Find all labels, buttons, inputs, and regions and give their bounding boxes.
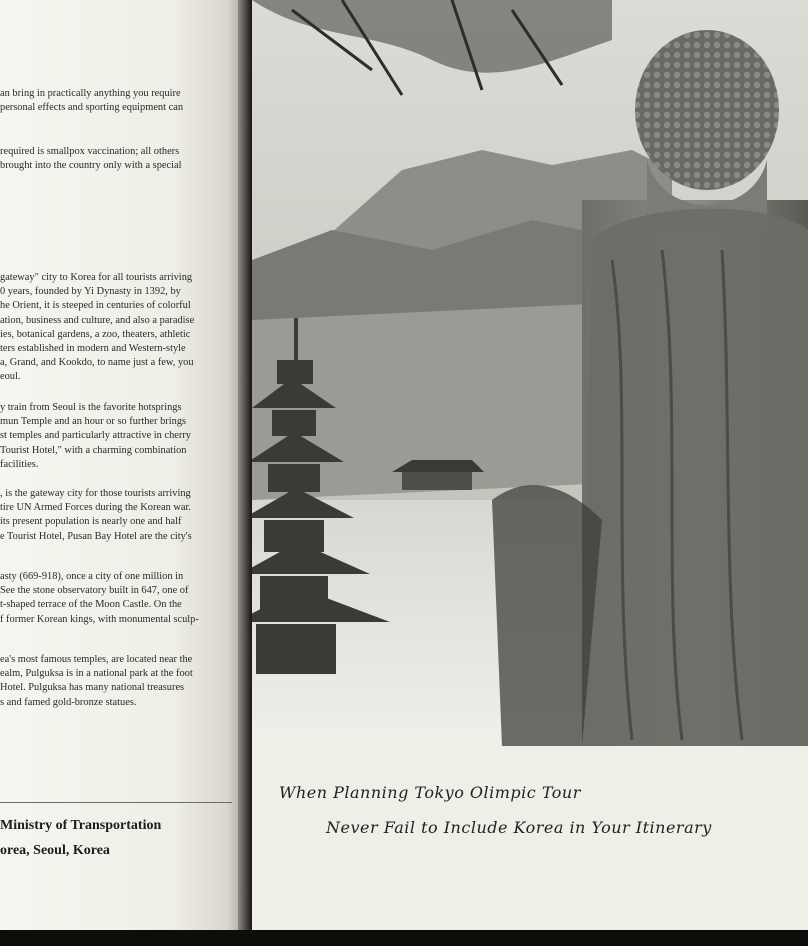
caption-line-1: When Planning Tokyo Olimpic Tour [279, 783, 581, 802]
text-line: personal effects and sporting equipment can [0, 102, 184, 114]
text-line: y train from Seoul is the favorite hotsprings [0, 402, 182, 413]
text-line: gateway" city to Korea for all tourists arriving [0, 272, 193, 283]
paragraph-onyang [0, 401, 236, 472]
text-line: , is the gateway city for those tourists arriving [0, 488, 191, 499]
text-line: tire UN Armed Forces during the Korean war. [0, 502, 192, 514]
text-line: eoul. [0, 371, 21, 383]
text-line: st temples and particularly attractive in cherry [0, 430, 191, 442]
text-line: ation, business and culture, and also a paradise [0, 314, 195, 326]
text-line: f former Korean kings, with monumental sculp- [0, 613, 199, 625]
text-line: t-shaped terrace of the Moon Castle. On the [0, 599, 182, 611]
paragraph-pulguksa [0, 653, 236, 710]
caption-line-2: Never Fail to Include Korea in Your Itinerary [326, 818, 712, 837]
text-line: ea's most famous temples, are located near the [0, 654, 193, 665]
text-line: Tourist Hotel," with a charming combination [0, 444, 187, 456]
text-line: required is smallpox vaccination; all others [0, 146, 180, 157]
text-line: asty (669-918), once a city of one million in [0, 571, 184, 582]
paragraph-customs [0, 87, 236, 115]
temple-buddha-photo [252, 0, 808, 746]
ministry-address: orea, Seoul, Korea [0, 843, 110, 858]
paragraph-seoul [0, 271, 236, 385]
text-line: facilities. [0, 458, 39, 470]
text-line: s and famed gold-bronze statues. [0, 696, 137, 708]
text-line: its present population is nearly one and half [0, 516, 182, 528]
text-line: ies, botanical gardens, a zoo, theaters, athletic [0, 328, 191, 340]
text-line: Hotel. Pulguksa has many national treasures [0, 682, 185, 694]
text-line: he Orient, it is steeped in centuries of colorful [0, 300, 191, 312]
text-line: brought into the country only with a special [0, 160, 182, 172]
paragraph-kyongju [0, 570, 236, 627]
text-line: mun Temple and an hour or so further brings [0, 416, 187, 428]
text-line: an bring in practically anything you require [0, 88, 181, 99]
text-line: a, Grand, and Kookdo, to name just a few, you [0, 357, 194, 369]
book-edge [0, 930, 808, 946]
paragraph-pusan [0, 487, 236, 544]
right-page [252, 0, 808, 930]
paragraph-health [0, 145, 236, 173]
text-line: ealm, Pulguksa is in a national park at the foot [0, 668, 193, 680]
text-line: e Tourist Hotel, Pusan Bay Hotel are the city's [0, 530, 192, 542]
ministry-name: Ministry of Transportation [0, 818, 162, 833]
divider [0, 802, 232, 803]
text-line: See the stone observatory built in 647, one of [0, 585, 189, 597]
left-page [0, 0, 246, 946]
text-line: ters established in modern and Western-style [0, 343, 186, 355]
text-line: 0 years, founded by Yi Dynasty in 1392, by [0, 286, 181, 298]
